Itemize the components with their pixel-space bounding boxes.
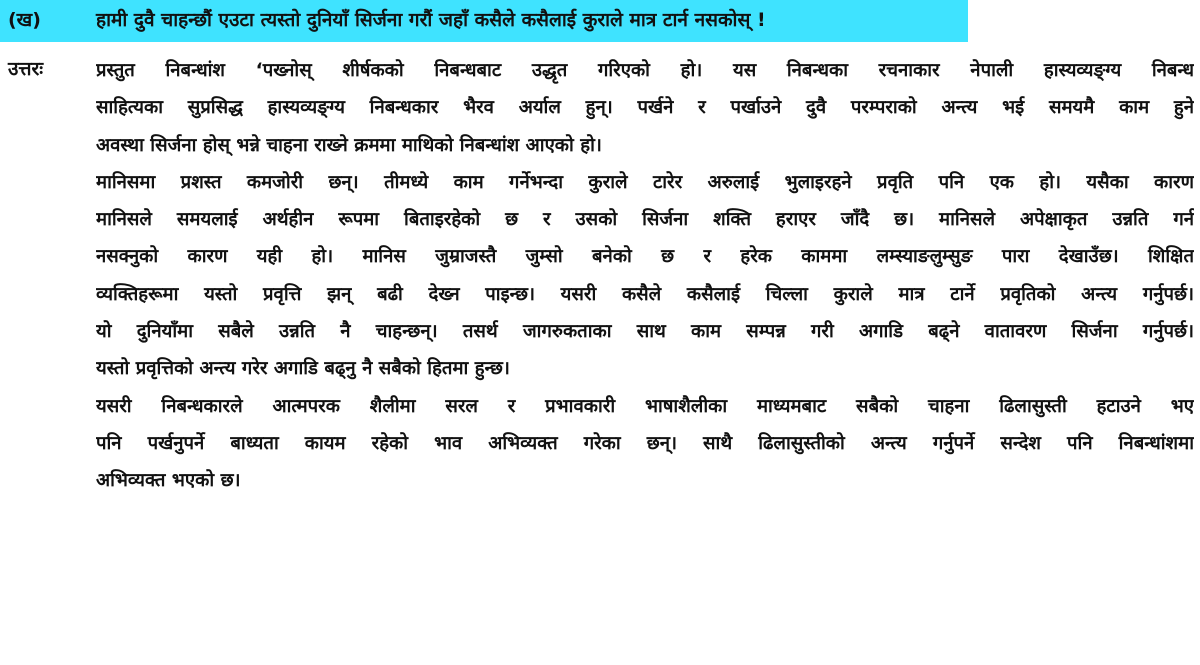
question-text: हामी दुवै चाहन्छौं एउटा त्यस्तो दुनियाँ सिर्जना गरौं जहाँ कसैले कसैलाई कुराले मात्र टार्न नसकोस् ! [96, 9, 766, 31]
question-highlight [0, 0, 968, 42]
answer-line: मानिसले समयलाई अर्थहीन रूपमा बिताइरहेको छ र उसको सिर्जना शक्ति हराएर जाँदै छ। मानिसले अपेक्षाकृत उन्नति गर्न [96, 209, 1194, 231]
answer-line: प्रस्तुत निबन्धांश ‘पख्नोस् शीर्षकको निबन्धबाट उद्धृत गरिएको हो। यस निबन्धका रचनाकार नेपाली हास्यव्यङ्ग्य निबन्ध [96, 60, 1194, 81]
answer-line: यस्तो प्रवृत्तिको अन्त्य गरेर अगाडि बढ्नु नै सबैको हितमा हुन्छ। [96, 358, 510, 380]
answer-line: अवस्था सिर्जना होस् भन्ने चाहना राख्ने क्रममा माथिको निबन्धांश आएको हो। [96, 134, 602, 156]
answer-line: व्यक्तिहरूमा यस्तो प्रवृत्ति झन् बढी देख्न पाइन्छ। यसरी कसैले कसैलाई चिल्ला कुराले मात्र टार्ने प्रवृतिको अन्त्य गर्नुपर्छ। [96, 283, 1194, 305]
answer-line: अभिव्यक्त भएको छ। [96, 470, 241, 492]
answer-line: नसक्नुको कारण यही हो। मानिस जुम्राजस्तै जुम्सो बनेको छ र हरेक काममा लम्स्याङलुम्सुङ पारा देखाउँछ। शिक्षित [96, 246, 1194, 268]
answer-line: यसरी निबन्धकारले आत्मपरक शैलीमा सरल र प्रभावकारी भाषाशैलीका माध्यमबाट सबैको चाहना ढिलासुस्ती हटाउने भए [96, 395, 1194, 417]
answer-line: पनि पर्खनुपर्ने बाध्यता कायम रहेको भाव अभिव्यक्त गरेका छन्। साथै ढिलासुस्तीको अन्त्य गर्नुपर्ने सन्देश पनि निबन्धांशमा [96, 432, 1194, 454]
answer-label: उत्तरः [8, 58, 44, 80]
answer-line: यो दुनियाँमा सबैले उन्नति नै चाहन्छन्। तसर्थ जागरुकताका साथ काम सम्पन्न गरी अगाडि बढ्ने वातावरण सिर्जना गर्नुपर्छ। [96, 321, 1194, 343]
answer-line: साहित्यका सुप्रसिद्ध हास्यव्यङ्ग्य निबन्धकार भैरव अर्याल हुन्। पर्खने र पर्खाउने दुवै परम्पराको अन्त्य भई समयमै काम हुने [96, 97, 1194, 119]
question-label: (ख) [8, 9, 41, 31]
answer-body [96, 52, 1194, 500]
answer-line: मानिसमा प्रशस्त कमजोरी छन्। तीमध्ये काम गर्नेभन्दा कुराले टारेर अरुलाई भुलाइरहने प्रवृति पनि एक हो। यसैका कारण [96, 171, 1194, 193]
